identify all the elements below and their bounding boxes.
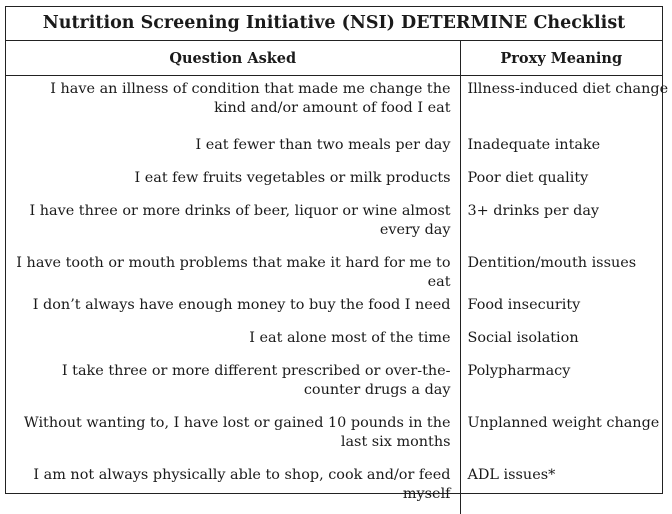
table-row [6,250,662,292]
column-header-question: Question Asked [6,41,460,76]
table-row [6,292,662,325]
checklist-table [6,41,669,514]
question-cell: I eat few fruits vegetables or milk products [6,165,460,198]
table-row [6,325,662,358]
meaning-cell: Illness-induced diet change [467,81,669,97]
meaning-cell: Social isolation [467,330,579,346]
meaning-cell: Inadequate intake [467,137,601,153]
table-row [6,410,662,462]
question-cell: I am not always physically able to shop, cook and/or feed myself [6,462,460,514]
meaning-cell: Dentition/mouth issues [467,255,637,271]
meaning-cell: Polypharmacy [467,363,571,379]
meaning-cell: Food insecurity [467,297,581,313]
question-cell: I eat alone most of the time [6,325,460,358]
question-cell: Without wanting to, I have lost or gained 10 pounds in the last six months [6,410,460,462]
header-row [6,41,662,76]
meaning-cell: Unplanned weight change [467,415,660,431]
question-cell: I have an illness of condition that made me change the kind and/or amount of food I eat [6,76,460,133]
question-cell: I have tooth or mouth problems that make it hard for me to eat [6,250,460,292]
table-row [6,76,662,133]
question-cell: I eat fewer than two meals per day [6,132,460,165]
table-row [6,462,662,514]
column-header-meaning: Proxy Meaning [460,41,662,76]
table-row [6,165,662,198]
question-cell: I have three or more drinks of beer, liquor or wine almost every day [6,198,460,250]
question-cell: I take three or more different prescribed or over-the-counter drugs a day [6,358,460,410]
meaning-cell: Poor diet quality [467,170,589,186]
table-title: Nutrition Screening Initiative (NSI) DETERMINE Checklist [6,7,662,41]
meaning-cell: 3+ drinks per day [467,203,600,219]
question-cell: I don’t always have enough money to buy the food I need [6,292,460,325]
table-row [6,132,662,165]
table-row [6,358,662,410]
table-row [6,198,662,250]
meaning-cell: ADL issues* [467,467,556,483]
checklist-table-frame [5,6,669,502]
